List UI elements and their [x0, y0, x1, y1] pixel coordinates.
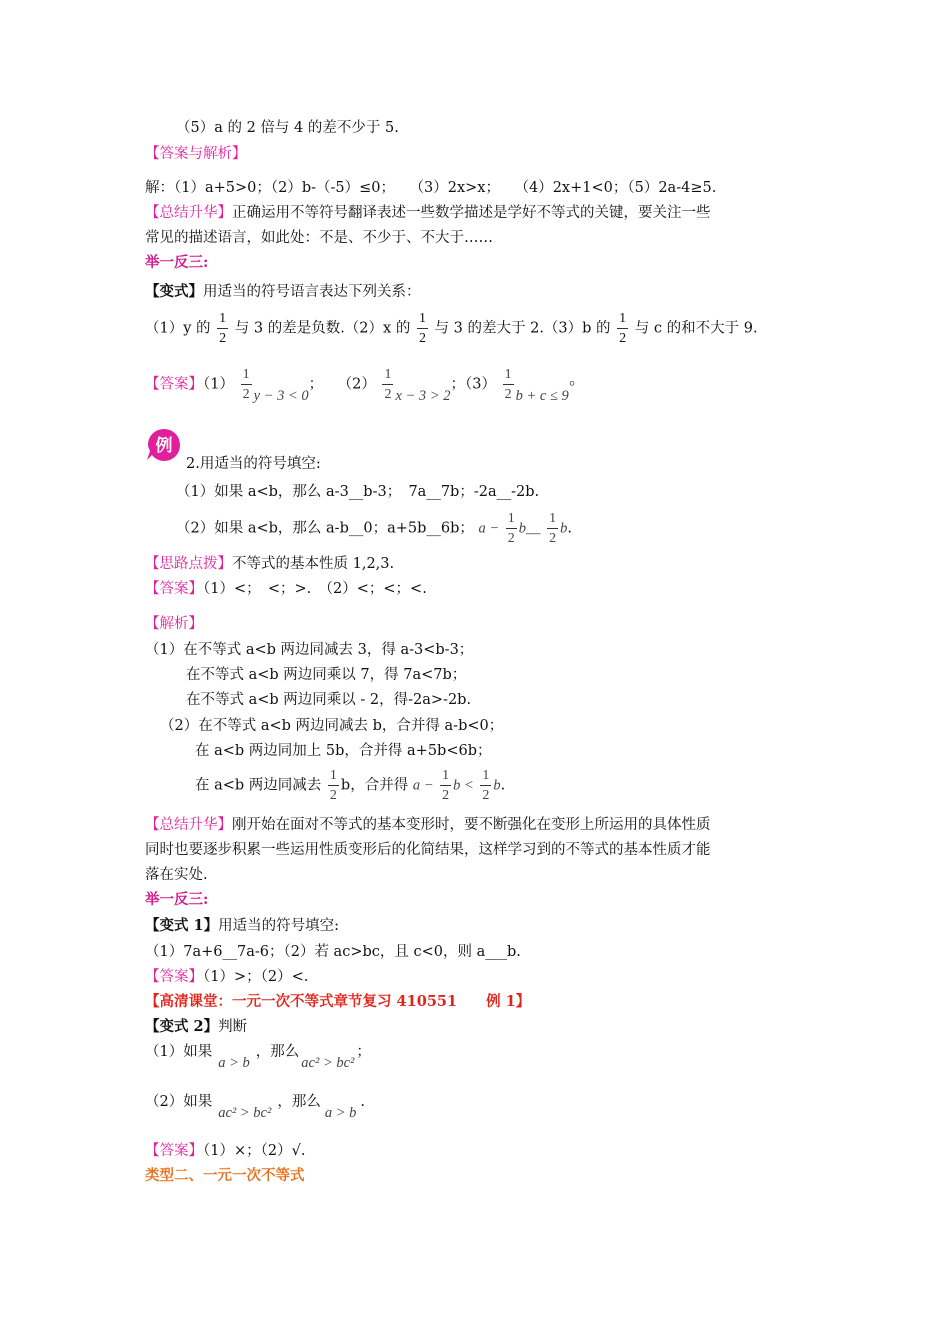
- fraction-half: $\frac{1}{2}$: [219, 311, 227, 346]
- fraction-half: $\frac{1}{2}$: [442, 768, 450, 803]
- summary-2-line-2: 同时也要逐步积累一些运用性质变形后的化简结果，这样学习到的不等式的基本性质才能: [145, 842, 711, 858]
- summary-2-line-1: 【总结升华】刚开始在面对不等式的基本变形时，要不断强化在变形上所运用的具体性质: [145, 817, 711, 833]
- solution-line: 解：（1）a+5>0；（2）b-（-5）≤0； （3）2x>x； （4）2x+1<0；（5）2a-4≥5.: [145, 180, 717, 196]
- answer-math-1: y − 3 < 0: [253, 387, 309, 404]
- summary-2-line-3: 落在实处.: [145, 867, 208, 883]
- fraction-half: $\frac{1}{2}$: [482, 768, 490, 803]
- fraction-half: $\frac{1}{2}$: [242, 367, 250, 402]
- variant-line: 【变式】用适当的符号语言表达下列关系：: [145, 283, 421, 300]
- example-2-line-2: （2）如果 a<b，那么 a-b__0；a+5b__6b； a − $\frac{1}{2}$ b__ $\frac{1}{2}$ b.: [176, 511, 572, 546]
- analysis-tag: 【解析】: [145, 616, 203, 632]
- fraction-half: $\frac{1}{2}$: [384, 367, 392, 402]
- judge-line-2: （2）如果ac² > bc²，那么a > b.: [145, 1094, 365, 1121]
- answer-2-line: 【答案】（1）<； <；>. （2）<；<；<.: [145, 581, 427, 597]
- variant-answer-line: 【答案】（1） $\frac{1}{2}$ y − 3 < 0； （2） $\frac{1}{2}$ x − 3 > 2；（3） $\frac{1}{2}$ b + c ≤ 9°: [145, 367, 575, 404]
- summary-line-1: 【总结升华】正确运用不等符号翻译表述一些数学描述是学好不等式的关键，要关注一些: [145, 205, 711, 221]
- analysis-line-6: 在 a<b 两边同减去 $\frac{1}{2}$ b，合并得 a − $\frac{1}{2}$ b < $\frac{1}{2}$ b.: [195, 768, 506, 803]
- fraction-half: $\frac{1}{2}$: [504, 367, 512, 402]
- hint-line: 【思路点拨】不等式的基本性质 1,2,3.: [145, 556, 395, 572]
- answer-3-line: 【答案】（1）>；（2）<.: [145, 969, 309, 985]
- summary-tag: 【总结升华】: [145, 205, 232, 221]
- answer-analysis-tag: 【答案与解析】: [145, 146, 247, 162]
- section-type-2-heading: 类型二、一元一次不等式: [145, 1167, 305, 1184]
- example-2-title: 2.用适当的符号填空:: [186, 456, 321, 472]
- classroom-reference: 【高清课堂：一元一次不等式章节复习 410551 例 1】: [145, 993, 531, 1010]
- fraction-half: $\frac{1}{2}$: [549, 511, 557, 546]
- analysis-line-1: （1）在不等式 a<b 两边同减去 3，得 a-3<b-3；: [145, 642, 474, 658]
- fraction-half: $\frac{1}{2}$: [507, 511, 515, 546]
- analysis-line-5: 在 a<b 两边同加上 5b，合并得 a+5b<6b；: [195, 743, 492, 759]
- analysis-line-3: 在不等式 a<b 两边同乘以 - 2，得-2a>-2b.: [186, 692, 472, 708]
- analysis-line-2: 在不等式 a<b 两边同乘以 7，得 7a<7b；: [186, 667, 467, 683]
- svg-text:例: 例: [155, 436, 173, 456]
- example-badge-icon: [146, 427, 182, 463]
- practice-heading-2: 举一反三:: [145, 891, 209, 908]
- variant-1-problem: （1）7a+6__7a-6；（2）若 ac>bc，且 c<0，则 a___b.: [145, 944, 521, 960]
- variant-2-line: 【变式 2】判断: [145, 1018, 248, 1035]
- problem-5: （5）a 的 2 倍与 4 的差不少于 5.: [176, 120, 399, 136]
- answer-math-2: x − 3 > 2: [395, 387, 451, 404]
- summary-line-2: 常见的描述语言，如此处：不是、不少于、不大于……: [145, 230, 493, 246]
- example-2-line-1: （1）如果 a<b，那么 a-3__b-3； 7a__7b；-2a__-2b.: [176, 484, 540, 500]
- variant-problem-line: （1）y 的 $\frac{1}{2}$ 与 3 的差是负数.（2）x 的 $\frac{1}{2}$ 与 3 的差大于 2.（3）b 的 $\frac{1}{2}$ 与 c 的和不大于 9.: [145, 311, 758, 346]
- judge-line-1: （1）如果a > b，那么ac² > bc²；: [145, 1044, 371, 1071]
- practice-heading: 举一反三:: [145, 254, 209, 271]
- fraction-half: $\frac{1}{2}$: [329, 768, 337, 803]
- variant-1-line: 【变式 1】用适当的符号填空:: [145, 917, 340, 934]
- answer-4-line: 【答案】（1）×；（2）√.: [145, 1143, 306, 1159]
- answer-tag: 【答案】: [145, 376, 203, 393]
- analysis-line-4: （2）在不等式 a<b 两边同减去 b，合并得 a-b<0；: [160, 718, 504, 734]
- answer-math-3: b + c ≤ 9: [515, 387, 569, 404]
- fraction-half: $\frac{1}{2}$: [418, 311, 426, 346]
- fraction-half: $\frac{1}{2}$: [619, 311, 627, 346]
